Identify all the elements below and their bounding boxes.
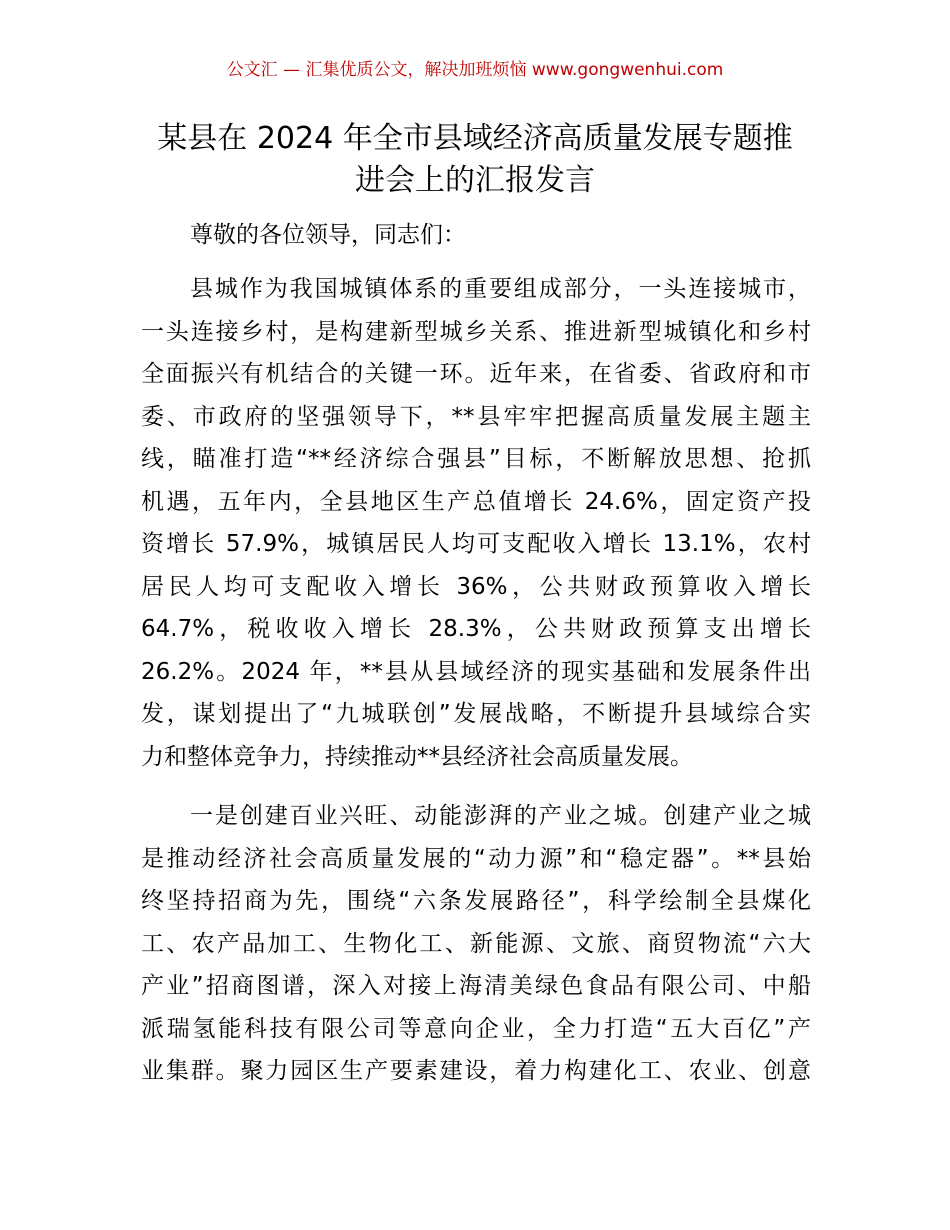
paragraph-line: 64.7%，税收收入增长 28.3%，公共财政预算支出增长: [141, 616, 811, 642]
salutation: 尊敬的各位领导，同志们：: [190, 222, 466, 248]
paragraph-line: 线，瞄准打造“**经济综合强县”目标，不断解放思想、抢抓: [141, 446, 811, 472]
paragraph-intro: [141, 268, 811, 778]
paragraph-line: 资增长 57.9%，城镇居民人均可支配收入增长 13.1%，农村: [141, 531, 811, 557]
paragraph-line: 力和整体竞争力，持续推动**县经济社会高质量发展。: [141, 743, 693, 770]
paragraph-line: 产业”招商图谱，深入对接上海清美绿色食品有限公司、中船: [141, 973, 811, 999]
paragraph-line: 派瑞氢能科技有限公司等意向企业，全力打造“五大百亿”产: [141, 1015, 811, 1042]
paragraph-line: 是推动经济社会高质量发展的“动力源”和“稳定器”。**县始: [141, 845, 811, 872]
paragraph-line: 终坚持招商为先，围绕“六条发展路径”，科学绘制全县煤化: [141, 888, 811, 914]
paragraph-line: 委、市政府的坚强领导下，**县牢牢把握高质量发展主题主: [141, 403, 811, 430]
title-line: 某县在 2024 年全市县域经济高质量发展专题推: [157, 121, 793, 156]
paragraph-line: 全面振兴有机结合的关键一环。近年来，在省委、省政府和市: [141, 361, 811, 387]
paragraph-line: 居民人均可支配收入增长 36%，公共财政预算收入增长: [141, 573, 811, 600]
paragraph-industry-city: [141, 795, 811, 1093]
paragraph-line: 26.2%。2024 年，**县从县域经济的现实基础和发展条件出: [141, 658, 811, 685]
paragraph-line: 业集群。聚力园区生产要素建设，着力构建化工、农业、创意: [141, 1058, 811, 1084]
paragraph-line: 县城作为我国城镇体系的重要组成部分，一头连接城市，: [190, 276, 811, 302]
paragraph-line: 一是创建百业兴旺、动能澎湃的产业之城。创建产业之城: [190, 803, 811, 829]
document-title: [135, 118, 815, 202]
paragraph-line: 机遇，五年内，全县地区生产总值增长 24.6%，固定资产投: [141, 488, 811, 515]
paragraph-line: 工、农产品加工、生物化工、新能源、文旅、商贸物流“六大: [141, 930, 811, 957]
title-line: 进会上的汇报发言: [355, 163, 595, 198]
site-header-banner: 公文汇 — 汇集优质公文，解决加班烦恼 www.gongwenhui.com: [226, 60, 724, 80]
paragraph-line: 发，谋划提出了“九城联创”发展战略，不断提升县域综合实: [141, 701, 811, 727]
paragraph-line: 一头连接乡村，是构建新型城乡关系、推进新型城镇化和乡村: [141, 318, 811, 345]
